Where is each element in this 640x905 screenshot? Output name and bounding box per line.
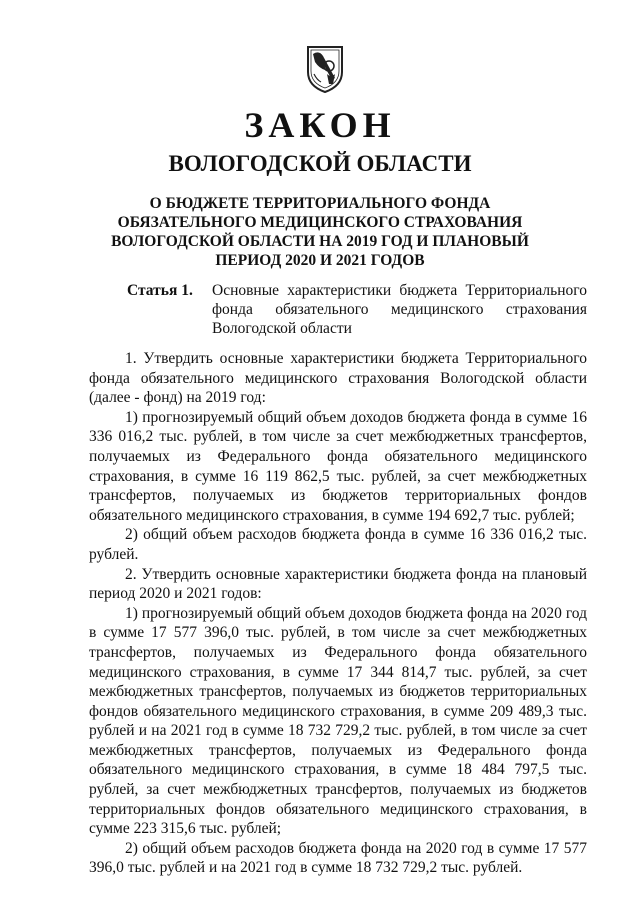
paragraph: 1. Утвердить основные характеристики бюджета Территориального фонда обязательного медицинского страхования Вологодской области (далее - фонд) на 2019 год: bbox=[89, 350, 587, 407]
article-label: Статья 1. bbox=[127, 282, 193, 299]
law-title: О БЮДЖЕТЕ ТЕРРИТОРИАЛЬНОГО ФОНДА ОБЯЗАТЕЛЬНОГО МЕДИЦИНСКОГО СТРАХОВАНИЯ ВОЛОГОДСКОЙ ОБЛАСТИ НА 2019 ГОД И ПЛАНОВЫЙ ПЕРИОД 2020 И 2021 ГОДОВ bbox=[111, 195, 529, 269]
document-subtitle: ВОЛОГОДСКОЙ ОБЛАСТИ bbox=[168, 151, 472, 176]
document-title: ЗАКОН bbox=[244, 105, 396, 145]
article-heading bbox=[127, 281, 587, 338]
paragraph: 1) прогнозируемый общий объем доходов бюджета фонда на 2020 год в сумме 17 577 396,0 тыс. рублей, в том числе за счет межбюджетных трансфертов, получаемых из Федерального фонда обязательного медицинского страхования, в сумме 17 344 814,7 тыс. рублей, за счет межбюджетных трансфертов, получаемых из бюджетов территориальных фондов обязательного медицинского страхования, в сумме 209 489,3 тыс. рублей и на 2021 год в сумме 18 732 729,2 тыс. рублей, в том числе за счет межбюджетных трансфертов, получаемых из Федерального фонда обязательного медицинского страхования, в сумме 18 484 797,5 тыс. рублей, за счет межбюджетных трансфертов, получаемых из бюджетов территориальных фондов обязательного медицинского страхования, в сумме 223 315,6 тыс. рублей; bbox=[89, 604, 587, 838]
document-body bbox=[89, 349, 587, 878]
paragraph: 2) общий объем расходов бюджета фонда на 2020 год в сумме 17 577 396,0 тыс. рублей и на 2021 год в сумме 18 732 729,2 тыс. рублей. bbox=[89, 839, 587, 877]
paragraph: 2) общий объем расходов бюджета фонда в сумме 16 336 016,2 тыс. рублей. bbox=[89, 526, 587, 563]
article-title: Основные характеристики бюджета Территориального фонда обязательного медицинского страхования Вологодской области bbox=[212, 282, 587, 337]
paragraph: 2. Утвердить основные характеристики бюджета фонда на плановый период 2020 и 2021 годов: bbox=[89, 565, 587, 603]
paragraph: 1) прогнозируемый общий объем доходов бюджета фонда в сумме 16 336 016,2 тыс. рублей, в том числе за счет межбюджетных трансфертов, получаемых из Федерального фонда обязательного медицинского страхования, в сумме 16 119 862,5 тыс. рублей, за счет межбюджетных трансфертов, получаемых из бюджетов территориальных фондов обязательного медицинского страхования, в сумме 194 692,7 тыс. рублей; bbox=[89, 408, 587, 524]
coat-of-arms-icon bbox=[305, 44, 345, 94]
